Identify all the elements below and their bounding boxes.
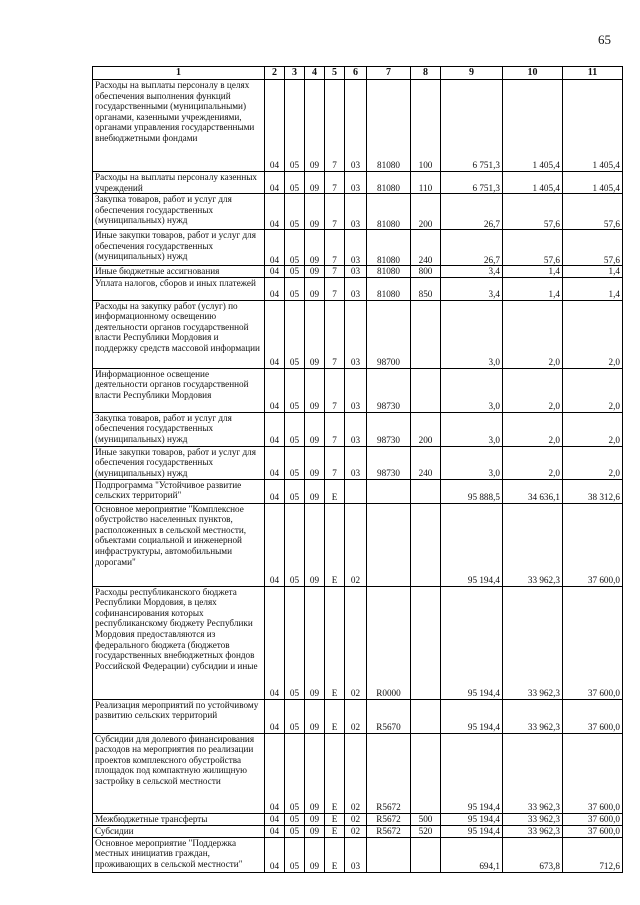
row-value-cell: 7 [325, 80, 345, 172]
row-value-cell: 3,0 [441, 412, 503, 446]
row-value-cell: 1,4 [563, 277, 623, 300]
row-value-cell: 09 [305, 230, 325, 266]
table-row [93, 300, 623, 368]
row-value-cell [345, 479, 367, 503]
row-value-cell: 7 [325, 446, 345, 479]
row-value-cell: 03 [345, 172, 367, 194]
row-value-cell: 09 [305, 446, 325, 479]
row-name-cell: Расходы на выплаты персоналу казенных учреждений [93, 172, 265, 194]
row-value-cell: 1,4 [563, 266, 623, 278]
row-value-cell: 98730 [367, 368, 411, 412]
budget-table [92, 66, 623, 873]
row-value-cell: Е [325, 733, 345, 813]
row-value-cell: 03 [345, 300, 367, 368]
row-value-cell: Е [325, 503, 345, 586]
row-value-cell: 7 [325, 412, 345, 446]
row-value-cell: 04 [265, 586, 285, 699]
header-cell: 4 [305, 67, 325, 80]
row-value-cell: 09 [305, 277, 325, 300]
row-name-cell: Расходы республиканского бюджета Республики Мордовия, в целях софинансирования которых республиканскому бюджету Республики Мордовия предоставляются из федерального бюджета (бюджетов государственных внебюджетных фондов Российской Федерации) субсидии и иные [93, 586, 265, 699]
row-value-cell: 09 [305, 300, 325, 368]
row-value-cell: 2,0 [503, 300, 563, 368]
row-value-cell: 09 [305, 813, 325, 825]
row-value-cell: 05 [285, 277, 305, 300]
row-name-cell: Реализация мероприятий по устойчивому развитию сельских территорий [93, 699, 265, 733]
table-body [93, 80, 623, 873]
header-cell: 10 [503, 67, 563, 80]
row-value-cell: R5672 [367, 825, 411, 837]
table-row [93, 446, 623, 479]
row-value-cell: 7 [325, 266, 345, 278]
row-value-cell: 09 [305, 586, 325, 699]
row-value-cell: 04 [265, 277, 285, 300]
row-value-cell: 05 [285, 479, 305, 503]
row-value-cell: 7 [325, 230, 345, 266]
row-value-cell: 2,0 [563, 446, 623, 479]
row-name-cell: Субсидии для долевого финансирования расходов на мероприятия по реализации проектов комплексного обустройства площадок под компактную жилищную застройку в сельской местности [93, 733, 265, 813]
row-value-cell: 34 636,1 [503, 479, 563, 503]
row-value-cell: 95 194,4 [441, 825, 503, 837]
row-value-cell: 04 [265, 813, 285, 825]
row-value-cell: 03 [345, 277, 367, 300]
row-value-cell: 05 [285, 813, 305, 825]
row-value-cell: 03 [345, 194, 367, 230]
row-value-cell: 2,0 [563, 412, 623, 446]
row-value-cell: 33 962,3 [503, 825, 563, 837]
row-value-cell: 04 [265, 733, 285, 813]
row-value-cell: 05 [285, 80, 305, 172]
row-value-cell: 7 [325, 300, 345, 368]
row-value-cell: 05 [285, 194, 305, 230]
header-cell: 6 [345, 67, 367, 80]
row-value-cell: 09 [305, 266, 325, 278]
row-value-cell: 33 962,3 [503, 699, 563, 733]
row-value-cell: 37 600,0 [563, 813, 623, 825]
row-value-cell: R0000 [367, 586, 411, 699]
row-value-cell: 3,0 [441, 300, 503, 368]
row-value-cell: 800 [411, 266, 441, 278]
row-value-cell: 05 [285, 699, 305, 733]
row-value-cell: 02 [345, 813, 367, 825]
row-value-cell: 100 [411, 80, 441, 172]
row-value-cell [367, 837, 411, 872]
row-value-cell: 09 [305, 80, 325, 172]
row-value-cell: 81080 [367, 277, 411, 300]
row-value-cell: 09 [305, 479, 325, 503]
row-value-cell: 09 [305, 412, 325, 446]
header-row [93, 67, 623, 80]
row-value-cell [411, 300, 441, 368]
header-cell: 7 [367, 67, 411, 80]
row-value-cell: 520 [411, 825, 441, 837]
row-value-cell: 04 [265, 699, 285, 733]
row-value-cell: 1 405,4 [503, 172, 563, 194]
table-row [93, 266, 623, 278]
table-row [93, 837, 623, 872]
row-value-cell: 03 [345, 80, 367, 172]
header-cell: 5 [325, 67, 345, 80]
row-value-cell: 98730 [367, 412, 411, 446]
row-value-cell [411, 503, 441, 586]
row-value-cell: 95 194,4 [441, 586, 503, 699]
row-value-cell: Е [325, 479, 345, 503]
row-value-cell: 09 [305, 503, 325, 586]
table-row [93, 733, 623, 813]
row-name-cell: Основное мероприятие "Комплексное обустройство населенных пунктов, расположенных в сельской местности, объектами социальной и инженерной инфраструктуры, автомобильными дорогами" [93, 503, 265, 586]
row-value-cell: 05 [285, 368, 305, 412]
row-value-cell [411, 699, 441, 733]
row-value-cell: 02 [345, 699, 367, 733]
row-value-cell: 03 [345, 837, 367, 872]
row-value-cell: 33 962,3 [503, 586, 563, 699]
row-name-cell: Расходы на закупку работ (услуг) по информационному освещению деятельности органов государственной власти Республики Мордовия и поддержку средств массовой информации [93, 300, 265, 368]
row-value-cell: 09 [305, 825, 325, 837]
row-value-cell: 37 600,0 [563, 699, 623, 733]
row-value-cell: 09 [305, 733, 325, 813]
row-value-cell: 04 [265, 446, 285, 479]
row-value-cell: Е [325, 837, 345, 872]
row-value-cell: 37 600,0 [563, 733, 623, 813]
row-value-cell: 37 600,0 [563, 825, 623, 837]
row-value-cell: 95 194,4 [441, 503, 503, 586]
row-value-cell: 04 [265, 825, 285, 837]
row-name-cell: Закупка товаров, работ и услуг для обеспечения государственных (муниципальных) нужд [93, 412, 265, 446]
table-row [93, 368, 623, 412]
row-value-cell: 03 [345, 446, 367, 479]
row-value-cell: 95 194,4 [441, 699, 503, 733]
row-value-cell [411, 479, 441, 503]
row-value-cell: 200 [411, 194, 441, 230]
table-row [93, 230, 623, 266]
row-value-cell: 05 [285, 172, 305, 194]
row-value-cell: 33 962,3 [503, 733, 563, 813]
table-row [93, 479, 623, 503]
header-cell: 2 [265, 67, 285, 80]
header-cell: 9 [441, 67, 503, 80]
table-row [93, 699, 623, 733]
row-value-cell: 1 405,4 [503, 80, 563, 172]
row-value-cell: 04 [265, 266, 285, 278]
row-value-cell: 04 [265, 80, 285, 172]
row-value-cell: 05 [285, 837, 305, 872]
row-value-cell: 1 405,4 [563, 80, 623, 172]
row-value-cell: 81080 [367, 172, 411, 194]
row-value-cell: 03 [345, 368, 367, 412]
row-value-cell: 04 [265, 194, 285, 230]
row-value-cell: 02 [345, 503, 367, 586]
row-value-cell: 6 751,3 [441, 80, 503, 172]
row-value-cell: R5672 [367, 813, 411, 825]
row-value-cell: 57,6 [503, 230, 563, 266]
header-cell: 11 [563, 67, 623, 80]
row-value-cell: 7 [325, 194, 345, 230]
row-value-cell: 2,0 [503, 412, 563, 446]
table-row [93, 277, 623, 300]
row-value-cell: 2,0 [503, 368, 563, 412]
row-value-cell: 38 312,6 [563, 479, 623, 503]
row-value-cell [367, 503, 411, 586]
row-name-cell: Иные закупки товаров, работ и услуг для обеспечения государственных (муниципальных) нужд [93, 446, 265, 479]
row-value-cell: 05 [285, 586, 305, 699]
row-value-cell: R5670 [367, 699, 411, 733]
row-value-cell: 1 405,4 [563, 172, 623, 194]
row-value-cell: 240 [411, 446, 441, 479]
row-value-cell: 05 [285, 266, 305, 278]
header-cell: 1 [93, 67, 265, 80]
table-row [93, 825, 623, 837]
row-name-cell: Информационное освещение деятельности органов государственной власти Республики Мордовия [93, 368, 265, 412]
row-value-cell: 3,4 [441, 266, 503, 278]
row-value-cell [367, 479, 411, 503]
row-value-cell: 03 [345, 266, 367, 278]
row-value-cell: 3,0 [441, 446, 503, 479]
row-value-cell: 500 [411, 813, 441, 825]
row-value-cell: 95 194,4 [441, 733, 503, 813]
row-value-cell: 81080 [367, 266, 411, 278]
row-value-cell: 33 962,3 [503, 813, 563, 825]
row-value-cell: 2,0 [503, 446, 563, 479]
row-value-cell: 04 [265, 368, 285, 412]
table-row [93, 194, 623, 230]
row-value-cell: 02 [345, 586, 367, 699]
row-value-cell: 673,8 [503, 837, 563, 872]
row-value-cell: Е [325, 699, 345, 733]
table-row [93, 813, 623, 825]
row-value-cell: 240 [411, 230, 441, 266]
row-name-cell: Основное мероприятие "Поддержка местных инициатив граждан, проживающих в сельской местности" [93, 837, 265, 872]
row-value-cell: 09 [305, 368, 325, 412]
row-value-cell: 2,0 [563, 368, 623, 412]
row-name-cell: Субсидии [93, 825, 265, 837]
row-value-cell: 7 [325, 172, 345, 194]
row-value-cell [411, 368, 441, 412]
row-value-cell: 09 [305, 837, 325, 872]
row-value-cell: 1,4 [503, 277, 563, 300]
row-value-cell: 850 [411, 277, 441, 300]
row-value-cell: 04 [265, 172, 285, 194]
row-value-cell: 05 [285, 412, 305, 446]
row-value-cell: 712,6 [563, 837, 623, 872]
row-value-cell [411, 837, 441, 872]
row-value-cell [411, 586, 441, 699]
row-value-cell: 7 [325, 277, 345, 300]
row-value-cell: 1,4 [503, 266, 563, 278]
row-value-cell: 04 [265, 837, 285, 872]
row-value-cell [411, 733, 441, 813]
header-cell: 3 [285, 67, 305, 80]
row-value-cell: 04 [265, 300, 285, 368]
row-name-cell: Иные закупки товаров, работ и услуг для обеспечения государственных (муниципальных) нужд [93, 230, 265, 266]
row-value-cell: 2,0 [563, 300, 623, 368]
row-value-cell: 04 [265, 479, 285, 503]
row-value-cell: 3,0 [441, 368, 503, 412]
row-name-cell: Уплата налогов, сборов и иных платежей [93, 277, 265, 300]
row-value-cell: 04 [265, 412, 285, 446]
row-value-cell: 09 [305, 699, 325, 733]
row-value-cell: 03 [345, 230, 367, 266]
row-value-cell: 09 [305, 172, 325, 194]
row-name-cell: Закупка товаров, работ и услуг для обеспечения государственных (муниципальных) нужд [93, 194, 265, 230]
row-value-cell: 09 [305, 194, 325, 230]
table-row [93, 172, 623, 194]
row-value-cell: Е [325, 586, 345, 699]
row-value-cell: 57,6 [563, 230, 623, 266]
row-value-cell: R5672 [367, 733, 411, 813]
row-value-cell: 57,6 [503, 194, 563, 230]
row-value-cell: 110 [411, 172, 441, 194]
row-value-cell: 200 [411, 412, 441, 446]
header-cell: 8 [411, 67, 441, 80]
row-value-cell: 02 [345, 733, 367, 813]
row-value-cell: 05 [285, 300, 305, 368]
row-value-cell: 7 [325, 368, 345, 412]
row-name-cell: Расходы на выплаты персоналу в целях обеспечения выполнения функций государственными (муниципальными) органами, казенными учреждениями, органами управления государственными внебюджетными фондами [93, 80, 265, 172]
row-value-cell: 98700 [367, 300, 411, 368]
row-value-cell: 95 888,5 [441, 479, 503, 503]
row-value-cell: 694,1 [441, 837, 503, 872]
row-name-cell: Подпрограмма "Устойчивое развитие сельских территорий" [93, 479, 265, 503]
row-value-cell: 57,6 [563, 194, 623, 230]
row-value-cell: 37 600,0 [563, 586, 623, 699]
row-value-cell: 05 [285, 446, 305, 479]
table-row [93, 80, 623, 172]
row-name-cell: Межбюджетные трансферты [93, 813, 265, 825]
row-value-cell: 05 [285, 825, 305, 837]
row-value-cell: 81080 [367, 80, 411, 172]
row-name-cell: Иные бюджетные ассигнования [93, 266, 265, 278]
table-row [93, 503, 623, 586]
table-row [93, 412, 623, 446]
row-value-cell: 81080 [367, 194, 411, 230]
row-value-cell: 81080 [367, 230, 411, 266]
page-number: 65 [598, 32, 611, 47]
row-value-cell: 05 [285, 230, 305, 266]
table-row [93, 586, 623, 699]
row-value-cell: 26,7 [441, 194, 503, 230]
row-value-cell: 95 194,4 [441, 813, 503, 825]
row-value-cell: 6 751,3 [441, 172, 503, 194]
row-value-cell: 05 [285, 503, 305, 586]
row-value-cell: 98730 [367, 446, 411, 479]
row-value-cell: 04 [265, 503, 285, 586]
row-value-cell: 26,7 [441, 230, 503, 266]
row-value-cell: Е [325, 825, 345, 837]
row-value-cell: 05 [285, 733, 305, 813]
row-value-cell: 3,4 [441, 277, 503, 300]
row-value-cell: 33 962,3 [503, 503, 563, 586]
row-value-cell: Е [325, 813, 345, 825]
row-value-cell: 37 600,0 [563, 503, 623, 586]
row-value-cell: 02 [345, 825, 367, 837]
row-value-cell: 04 [265, 230, 285, 266]
row-value-cell: 03 [345, 412, 367, 446]
